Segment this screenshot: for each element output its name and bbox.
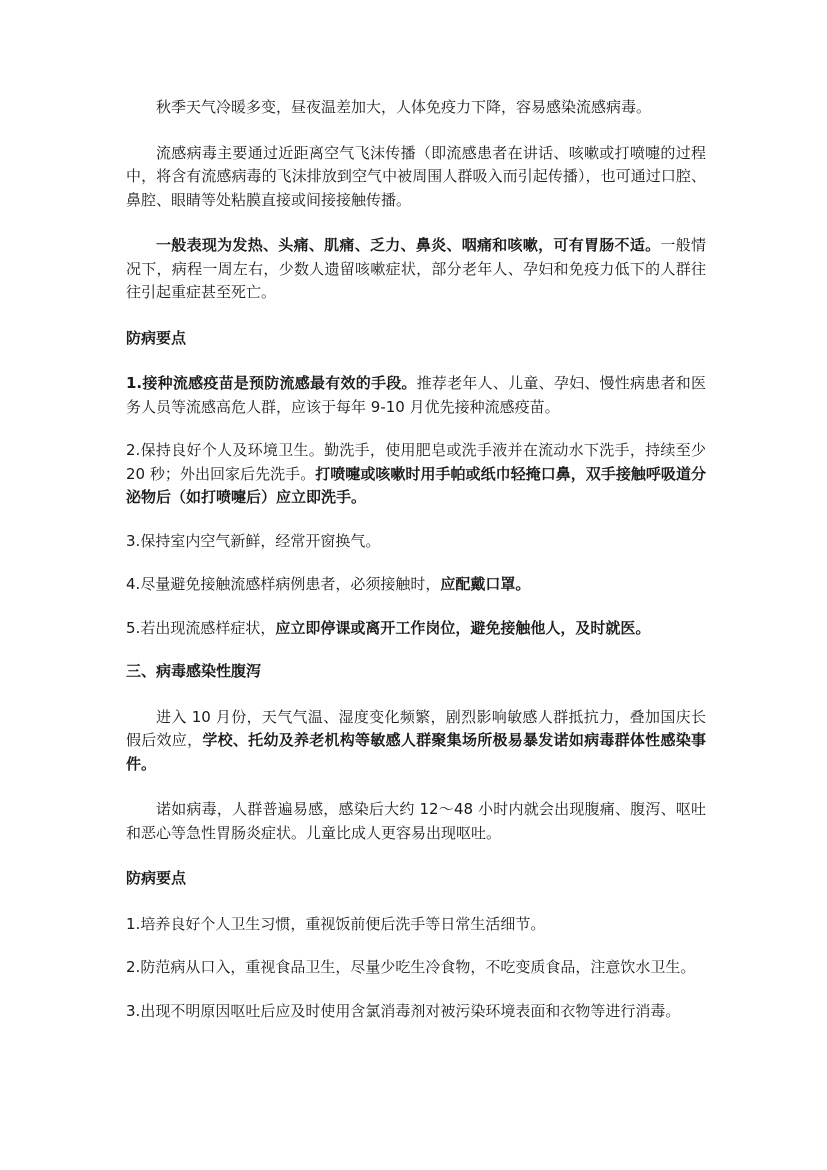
flu-prevention-item-2	[126, 439, 706, 510]
item-text: 尽量避免接触流感样病例患者，必须接触时，	[140, 575, 441, 593]
flu-prevention-item-4	[126, 573, 706, 597]
section-3-heading: 三、病毒感染性腹泻	[126, 662, 262, 680]
item-number: 2.	[126, 958, 141, 976]
flu-prevention-item-3	[126, 530, 706, 554]
item-text: 出现不明原因呕吐后应及时使用含氯消毒剂对被污染环境表面和衣物等进行消毒。	[140, 1001, 681, 1020]
item-text: 保持室内空气新鲜，经常开窗换气。	[140, 531, 381, 550]
flu-prevention-heading: 防病要点	[126, 328, 187, 347]
symptoms-bold-text: 一般表现为发热、头痛、肌痛、乏力、鼻炎、咽痛和咳嗽，可有胃肠不适。	[156, 236, 661, 254]
diarrhea-prevention-item-3	[126, 1000, 706, 1024]
norovirus-season-text: 进入 10 月份，天气气温、湿度变化频繁，剧烈影响敏感人群抵抗力，叠加国庆长假后效应，	[126, 707, 706, 749]
flu-prevention-item-5	[126, 617, 706, 641]
item-text: 保持良好个人及环境卫生。勤洗手，使用肥皂或洗手液并在流动水下洗手，持续至少 20 秒；外出回家后先洗手。	[126, 441, 706, 483]
intro-paragraph	[126, 96, 706, 120]
norovirus-season-bold-text: 学校、托幼及养老机构等敏感人群聚集场所极易暴发诺如病毒群体性感染事件。	[126, 731, 706, 773]
symptoms-paragraph	[126, 234, 706, 305]
item-bold-text: 应立即停课或离开工作岗位，避免接触他人，及时就医。	[275, 618, 651, 637]
item-text: 若出现流感样症状，	[140, 618, 276, 637]
intro-text: 秋季天气冷暖多变，昼夜温差加大，人体免疫力下降，容易感染流感病毒。	[156, 98, 652, 116]
item-number: 3.	[126, 1001, 141, 1020]
diarrhea-prevention-item-2	[126, 956, 706, 980]
item-bold-text: 打喷嚏或咳嗽时用手帕或纸巾轻掩口鼻，双手接触呼吸道分泌物后（如打喷嚏后）应立即洗手。	[126, 464, 706, 506]
item-number: 4.	[126, 575, 141, 593]
item-number: 1.	[126, 374, 143, 392]
transmission-text: 流感病毒主要通过近距离空气飞沫传播（即流感患者在讲话、咳嗽或打喷嚏的过程中，将含有流感病毒的飞沫排放到空气中被周围人群吸入而引起传播），也可通过口腔、鼻腔、眼睛等处粘膜直接或间接接触传播。	[126, 143, 706, 209]
transmission-paragraph	[126, 142, 706, 213]
item-bold-text: 接种流感疫苗是预防流感最有效的手段。	[142, 374, 417, 392]
item-number: 5.	[126, 618, 141, 637]
item-text: 推荐老年人、儿童、孕妇、慢性病患者和医务人员等流感高危人群，应该于每年 9-10 月优先接种流感疫苗。	[126, 374, 706, 416]
item-text: 防范病从口入，重视食品卫生，尽量少吃生冷食物，不吃变质食品，注意饮水卫生。	[140, 958, 696, 976]
item-number: 1.	[126, 914, 141, 933]
symptoms-text: 一般情况下，病程一周左右，少数人遗留咳嗽症状，部分老年人、孕妇和免疫力低下的人群往往引起重症甚至死亡。	[126, 236, 706, 301]
item-number: 3.	[126, 531, 141, 550]
item-text: 培养良好个人卫生习惯，重视饭前便后洗手等日常生活细节。	[140, 914, 546, 933]
diarrhea-prevention-heading: 防病要点	[126, 869, 187, 887]
diarrhea-prevention-item-1	[126, 913, 706, 937]
norovirus-symptoms-paragraph	[126, 798, 706, 845]
norovirus-season-paragraph	[126, 706, 706, 777]
item-bold-text: 应配戴口罩。	[440, 575, 531, 593]
norovirus-symptoms-text: 诺如病毒，人群普遍易感，感染后大约 12～48 小时内就会出现腹痛、腹泻、呕吐和恶心等急性胃肠炎症状。儿童比成人更容易出现呕吐。	[126, 800, 706, 842]
document-body	[126, 96, 706, 1023]
flu-prevention-item-1	[126, 372, 706, 419]
item-number: 2.	[126, 441, 141, 459]
